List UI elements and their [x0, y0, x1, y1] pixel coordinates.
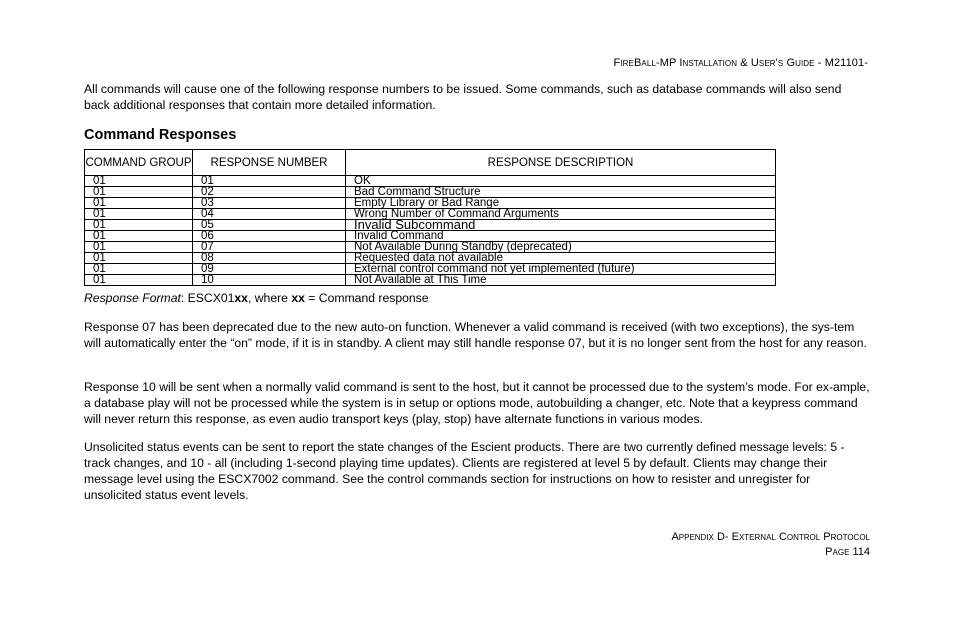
intro-paragraph: All commands will cause one of the following response numbers to be issued. Some commands, such as database commands will also send back additional responses that contain more detailed information.	[84, 82, 842, 112]
column-header-command-group: COMMAND GROUP	[85, 150, 193, 176]
cell-response-description: Invalid Subcommand	[346, 220, 776, 231]
paragraph-response-10: Response 10 will be sent when a normally valid command is sent to the host, but it cannot be processed due to the system’s mode. For ex-ample, a database play will not be processed while the system is in setup or options mode, autobuilding a changer, etc. Note that a keypress command will never return this response, as even audio transport keys (play, stop) have alternate functions in various modes.	[84, 380, 870, 426]
cell-response-number: 04	[193, 209, 346, 220]
cell-response-number: 09	[193, 264, 346, 275]
response-format-mid: , where	[247, 291, 292, 305]
cell-command-group: 01	[85, 187, 193, 198]
cell-response-number: 02	[193, 187, 346, 198]
table-row	[85, 231, 776, 242]
cell-response-description: Wrong Number of Command Arguments	[346, 209, 776, 220]
cell-command-group: 01	[85, 275, 193, 286]
running-header: FireBall-MP Installation & User's Guide - M21101-	[613, 57, 868, 69]
table-row	[85, 275, 776, 286]
cell-response-number: 10	[193, 275, 346, 286]
table-row	[85, 176, 776, 187]
cell-response-description: External control command not yet implemented (future)	[346, 264, 776, 275]
table-header-row	[85, 150, 776, 176]
paragraph-unsolicited-events: Unsolicited status events can be sent to report the state changes of the Escient products. There are two currently defined message levels: 5 - track changes, and 10 - all (including 1-second playing time updates). Clients are registered at level 5 by default. Clients may change their message level using the ESCX7002 command. See the control commands section for instructions on how to resister and unregister for unsolicited status event levels.	[84, 440, 845, 502]
cell-response-number: 06	[193, 231, 346, 242]
cell-response-number: 01	[193, 176, 346, 187]
paragraph-response-07: Response 07 has been deprecated due to the new auto-on function. Whenever a valid command is received (with two exceptions), the sys-tem will automatically enter the “on” mode, if it is in standby. A client may still handle response 07, but it is no longer sent from the host for any reason.	[84, 320, 867, 350]
response-format-line	[84, 290, 870, 306]
cell-response-description: Invalid Command	[346, 231, 776, 242]
column-header-response-description: RESPONSE DESCRIPTION	[346, 150, 776, 176]
table-row	[85, 253, 776, 264]
cell-response-description: Requested data not available	[346, 253, 776, 264]
cell-response-number: 08	[193, 253, 346, 264]
table-row	[85, 264, 776, 275]
response-format-code-2: xx	[291, 291, 305, 305]
cell-response-description: Not Available at This Time	[346, 275, 776, 286]
response-format-tail: = Command response	[304, 291, 429, 305]
cell-response-description: OK	[346, 176, 776, 187]
table-row	[85, 220, 776, 231]
cell-command-group: 01	[85, 253, 193, 264]
cell-command-group: 01	[85, 242, 193, 253]
cell-response-number: 05	[193, 220, 346, 231]
cell-command-group: 01	[85, 231, 193, 242]
table-row	[85, 187, 776, 198]
table-row	[85, 242, 776, 253]
cell-command-group: 01	[85, 198, 193, 209]
cell-command-group: 01	[85, 264, 193, 275]
cell-command-group: 01	[85, 209, 193, 220]
cell-command-group: 01	[85, 176, 193, 187]
response-format-label: Response Format	[84, 291, 181, 305]
responses-table	[84, 149, 776, 286]
column-header-response-number: RESPONSE NUMBER	[193, 150, 346, 176]
cell-response-number: 03	[193, 198, 346, 209]
response-format-code: xx	[234, 291, 248, 305]
cell-command-group: 01	[85, 220, 193, 231]
footer-page-number: Page 114	[825, 546, 870, 558]
response-format-prefix: : ESCX01	[180, 291, 235, 305]
cell-response-number: 07	[193, 242, 346, 253]
footer-section: Appendix D- External Control Protocol	[671, 531, 870, 543]
table-row	[85, 209, 776, 220]
cell-response-description: Bad Command Structure	[346, 187, 776, 198]
cell-response-description: Empty Library or Bad Range	[346, 198, 776, 209]
cell-response-description: Not Available During Standby (deprecated)	[346, 242, 776, 253]
section-title: Command Responses	[84, 127, 237, 143]
table-row	[85, 198, 776, 209]
